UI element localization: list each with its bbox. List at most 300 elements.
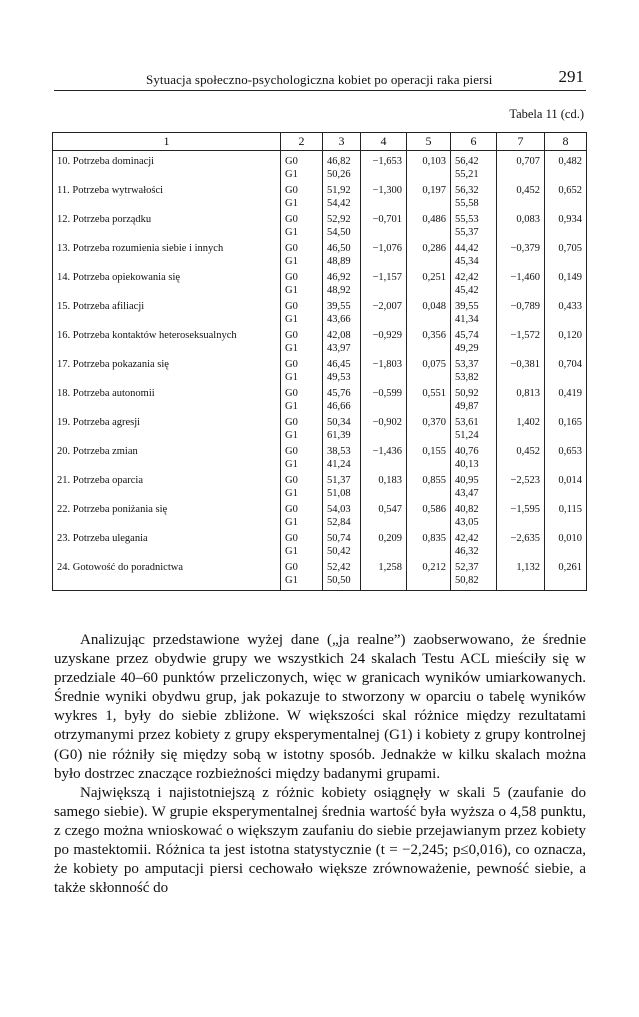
group-g1: G1 <box>285 517 298 528</box>
t2-value-cell <box>497 503 545 532</box>
p2-value-cell <box>545 184 587 213</box>
mean-g0: 39,55 <box>327 301 351 312</box>
mean-g1: 52,84 <box>327 517 351 528</box>
mean-g1: 48,89 <box>327 256 351 267</box>
t-value: −0,929 <box>372 330 402 341</box>
group-g0: G0 <box>285 504 298 515</box>
mean-g1: 50,42 <box>327 546 351 557</box>
t-value: −0,599 <box>372 388 402 399</box>
group-g0: G0 <box>285 533 298 544</box>
mean-cell <box>323 445 361 474</box>
group-g0: G0 <box>285 272 298 283</box>
group-g0: G0 <box>285 214 298 225</box>
mean2-g1: 50,82 <box>455 575 479 586</box>
group-g1: G1 <box>285 343 298 354</box>
group-g0: G0 <box>285 243 298 254</box>
mean-g0: 46,45 <box>327 359 351 370</box>
t-value: 1,258 <box>378 562 402 573</box>
p-value: 0,075 <box>422 359 446 370</box>
p2-value: 0,261 <box>558 562 582 573</box>
mean-g0: 52,92 <box>327 214 351 225</box>
mean2-g1: 45,34 <box>455 256 479 267</box>
p-value-cell <box>407 561 451 591</box>
scale-label <box>53 184 281 213</box>
t-value-cell <box>361 532 407 561</box>
p2-value-cell <box>545 213 587 242</box>
group-cell <box>281 445 323 474</box>
group-cell <box>281 300 323 329</box>
p-value-cell <box>407 242 451 271</box>
mean-g0: 54,03 <box>327 504 351 515</box>
mean-cell <box>323 242 361 271</box>
t-value: −0,701 <box>372 214 402 225</box>
p-value: 0,835 <box>422 533 446 544</box>
mean-g1: 54,50 <box>327 227 351 238</box>
t2-value: −2,523 <box>510 475 540 486</box>
mean-cell <box>323 474 361 503</box>
p-value-cell <box>407 300 451 329</box>
p2-value-cell <box>545 242 587 271</box>
t-value-cell <box>361 184 407 213</box>
t2-value-cell <box>497 271 545 300</box>
scale-name: 20. Potrzeba zmian <box>57 446 138 457</box>
group-g1: G1 <box>285 314 298 325</box>
p2-value-cell <box>545 503 587 532</box>
table-row <box>53 151 587 185</box>
t2-value: −1,595 <box>510 504 540 515</box>
mean2-g0: 42,42 <box>455 533 479 544</box>
mean2-cell <box>451 532 497 561</box>
p2-value-cell <box>545 445 587 474</box>
t-value-cell <box>361 445 407 474</box>
table-row <box>53 300 587 329</box>
table-row <box>53 358 587 387</box>
p-value-cell <box>407 184 451 213</box>
t2-value-cell <box>497 416 545 445</box>
p2-value: 0,120 <box>558 330 582 341</box>
p-value: 0,855 <box>422 475 446 486</box>
mean-g1: 41,24 <box>327 459 351 470</box>
mean-cell <box>323 416 361 445</box>
t2-value-cell <box>497 561 545 591</box>
p-value-cell <box>407 532 451 561</box>
mean2-g1: 55,21 <box>455 169 479 180</box>
mean2-g1: 40,13 <box>455 459 479 470</box>
mean-cell <box>323 213 361 242</box>
mean2-cell <box>451 151 497 185</box>
running-head <box>54 68 586 91</box>
scale-name: 18. Potrzeba autonomii <box>57 388 155 399</box>
scale-label <box>53 503 281 532</box>
mean2-cell <box>451 503 497 532</box>
mean-cell <box>323 271 361 300</box>
group-g1: G1 <box>285 372 298 383</box>
mean2-cell <box>451 271 497 300</box>
table-row <box>53 213 587 242</box>
t-value: −1,300 <box>372 185 402 196</box>
p2-value: 0,115 <box>558 504 582 515</box>
mean-g1: 50,50 <box>327 575 351 586</box>
group-g1: G1 <box>285 488 298 499</box>
mean2-g1: 43,47 <box>455 488 479 499</box>
mean-g0: 38,53 <box>327 446 351 457</box>
mean2-g0: 40,95 <box>455 475 479 486</box>
table-row <box>53 387 587 416</box>
t2-value: 0,083 <box>516 214 540 225</box>
page-number: 291 <box>558 67 584 86</box>
table-row <box>53 561 587 591</box>
mean-g0: 45,76 <box>327 388 351 399</box>
t2-value-cell <box>497 242 545 271</box>
t-value-cell <box>361 242 407 271</box>
scale-label <box>53 474 281 503</box>
p2-value: 0,010 <box>558 533 582 544</box>
p2-value: 0,433 <box>558 301 582 312</box>
mean2-g0: 53,37 <box>455 359 479 370</box>
column-header-5: 5 <box>407 133 451 151</box>
scale-name: 16. Potrzeba kontaktów heteroseksualnych <box>57 330 237 341</box>
t2-value: −0,379 <box>510 243 540 254</box>
group-cell <box>281 151 323 185</box>
mean2-g0: 56,32 <box>455 185 479 196</box>
t-value: 0,209 <box>378 533 402 544</box>
group-g0: G0 <box>285 156 298 167</box>
t2-value-cell <box>497 445 545 474</box>
mean2-g1: 49,29 <box>455 343 479 354</box>
mean-g0: 51,37 <box>327 475 351 486</box>
mean-g0: 50,34 <box>327 417 351 428</box>
t-value-cell <box>361 151 407 185</box>
table-row <box>53 503 587 532</box>
mean2-cell <box>451 387 497 416</box>
t-value-cell <box>361 358 407 387</box>
group-cell <box>281 184 323 213</box>
p-value: 0,486 <box>422 214 446 225</box>
mean2-g0: 40,82 <box>455 504 479 515</box>
t2-value: −1,460 <box>510 272 540 283</box>
mean2-g1: 55,37 <box>455 227 479 238</box>
mean-g1: 43,66 <box>327 314 351 325</box>
p-value: 0,212 <box>422 562 446 573</box>
t2-value: 1,402 <box>516 417 540 428</box>
t-value: −1,653 <box>372 156 402 167</box>
p-value-cell <box>407 503 451 532</box>
scale-label <box>53 151 281 185</box>
t-value-cell <box>361 329 407 358</box>
mean-g1: 50,26 <box>327 169 351 180</box>
mean2-g1: 53,82 <box>455 372 479 383</box>
t-value-cell <box>361 300 407 329</box>
p-value: 0,197 <box>422 185 446 196</box>
p-value-cell <box>407 329 451 358</box>
p2-value-cell <box>545 329 587 358</box>
t-value: −0,902 <box>372 417 402 428</box>
t-value-cell <box>361 213 407 242</box>
mean2-g0: 55,53 <box>455 214 479 225</box>
scale-name: 22. Potrzeba poniżania się <box>57 504 168 515</box>
p-value: 0,586 <box>422 504 446 515</box>
scale-label <box>53 416 281 445</box>
column-header-1: 1 <box>53 133 281 151</box>
t2-value: 0,707 <box>516 156 540 167</box>
column-header-8: 8 <box>545 133 587 151</box>
p-value-cell <box>407 474 451 503</box>
mean2-g1: 46,32 <box>455 546 479 557</box>
mean-cell <box>323 184 361 213</box>
scale-label <box>53 329 281 358</box>
column-header-7: 7 <box>497 133 545 151</box>
mean2-g0: 50,92 <box>455 388 479 399</box>
t2-value-cell <box>497 532 545 561</box>
mean-cell <box>323 300 361 329</box>
p2-value: 0,652 <box>558 185 582 196</box>
scale-label <box>53 445 281 474</box>
scale-label <box>53 358 281 387</box>
table-row <box>53 329 587 358</box>
scale-label <box>53 300 281 329</box>
t2-value-cell <box>497 387 545 416</box>
group-cell <box>281 416 323 445</box>
table-row <box>53 445 587 474</box>
group-g0: G0 <box>285 359 298 370</box>
mean-g1: 54,42 <box>327 198 351 209</box>
group-g0: G0 <box>285 185 298 196</box>
t2-value-cell <box>497 213 545 242</box>
table-row <box>53 271 587 300</box>
group-cell <box>281 474 323 503</box>
mean-g1: 49,53 <box>327 372 351 383</box>
table-row <box>53 416 587 445</box>
group-g1: G1 <box>285 430 298 441</box>
group-g1: G1 <box>285 546 298 557</box>
mean-cell <box>323 387 361 416</box>
mean2-cell <box>451 445 497 474</box>
t2-value-cell <box>497 151 545 185</box>
scale-label <box>53 561 281 591</box>
table-body <box>53 151 587 591</box>
results-table <box>52 132 587 591</box>
group-cell <box>281 242 323 271</box>
table-caption: Tabela 11 (cd.) <box>509 107 584 121</box>
group-g1: G1 <box>285 575 298 586</box>
mean2-g1: 41,34 <box>455 314 479 325</box>
table-row <box>53 242 587 271</box>
p2-value-cell <box>545 416 587 445</box>
body-text <box>54 631 586 898</box>
p2-value: 0,653 <box>558 446 582 457</box>
t-value: 0,547 <box>378 504 402 515</box>
table-row <box>53 532 587 561</box>
t-value: −1,157 <box>372 272 402 283</box>
t2-value-cell <box>497 184 545 213</box>
mean2-g1: 55,58 <box>455 198 479 209</box>
scale-label <box>53 271 281 300</box>
p2-value-cell <box>545 561 587 591</box>
t-value-cell <box>361 416 407 445</box>
mean2-cell <box>451 416 497 445</box>
mean2-g1: 51,24 <box>455 430 479 441</box>
mean2-g0: 39,55 <box>455 301 479 312</box>
group-g1: G1 <box>285 198 298 209</box>
mean2-cell <box>451 300 497 329</box>
group-cell <box>281 271 323 300</box>
t-value: 0,183 <box>378 475 402 486</box>
p2-value: 0,419 <box>558 388 582 399</box>
paragraph-2: Największą i najistotniejszą z różnic kobiety osiągnęły w skali 5 (zaufanie do samego siebie). W grupie eksperymentalnej średnia wartość była wyższa o 4,58 punktu, z czego można wnioskować o większym zaufaniu do siebie przejawianym przez kobiety po mastektomii. Różnica ta jest istotna statystycznie (t = −2,245; p≤0,016), co oznacza, że kobiety po amputacji piersi cechowało większe zrównoważenie, pewność siebie, a także skłonność do <box>54 784 586 897</box>
p-value: 0,551 <box>422 388 446 399</box>
t-value-cell <box>361 561 407 591</box>
p-value: 0,155 <box>422 446 446 457</box>
group-cell <box>281 329 323 358</box>
scale-label <box>53 213 281 242</box>
mean-g1: 46,66 <box>327 401 351 412</box>
p2-value: 0,149 <box>558 272 582 283</box>
table-row <box>53 184 587 213</box>
p2-value: 0,482 <box>558 156 582 167</box>
scale-name: 12. Potrzeba porządku <box>57 214 152 225</box>
mean2-g0: 40,76 <box>455 446 479 457</box>
p2-value-cell <box>545 358 587 387</box>
t2-value: 0,452 <box>516 446 540 457</box>
p-value: 0,103 <box>422 156 446 167</box>
p2-value-cell <box>545 300 587 329</box>
group-cell <box>281 532 323 561</box>
p-value-cell <box>407 213 451 242</box>
mean2-g0: 44,42 <box>455 243 479 254</box>
scale-name: 21. Potrzeba oparcia <box>57 475 144 486</box>
mean-cell <box>323 503 361 532</box>
group-g0: G0 <box>285 446 298 457</box>
mean2-cell <box>451 474 497 503</box>
mean2-g0: 52,37 <box>455 562 479 573</box>
mean-g0: 52,42 <box>327 562 351 573</box>
scale-label <box>53 387 281 416</box>
mean-cell <box>323 151 361 185</box>
t2-value: 0,452 <box>516 185 540 196</box>
scale-name: 10. Potrzeba dominacji <box>57 156 155 167</box>
t-value: −1,436 <box>372 446 402 457</box>
t2-value: −1,572 <box>510 330 540 341</box>
mean2-cell <box>451 242 497 271</box>
mean-g1: 48,92 <box>327 285 351 296</box>
group-g0: G0 <box>285 417 298 428</box>
p-value-cell <box>407 416 451 445</box>
running-title: Sytuacja społeczno-psychologiczna kobiet po operacji raka piersi <box>146 72 493 87</box>
mean2-g1: 43,05 <box>455 517 479 528</box>
mean-g0: 50,74 <box>327 533 351 544</box>
group-g0: G0 <box>285 388 298 399</box>
column-header-6: 6 <box>451 133 497 151</box>
p2-value-cell <box>545 532 587 561</box>
scale-name: 17. Potrzeba pokazania się <box>57 359 169 370</box>
p-value: 0,286 <box>422 243 446 254</box>
column-header-4: 4 <box>361 133 407 151</box>
mean-g0: 51,92 <box>327 185 351 196</box>
t-value: −1,076 <box>372 243 402 254</box>
scale-name: 15. Potrzeba afiliacji <box>57 301 145 312</box>
p-value-cell <box>407 358 451 387</box>
group-g1: G1 <box>285 459 298 470</box>
group-cell <box>281 561 323 591</box>
t-value-cell <box>361 474 407 503</box>
mean2-cell <box>451 358 497 387</box>
mean2-g0: 56,42 <box>455 156 479 167</box>
p2-value: 0,165 <box>558 417 582 428</box>
group-cell <box>281 213 323 242</box>
p-value: 0,370 <box>422 417 446 428</box>
mean2-cell <box>451 184 497 213</box>
group-g0: G0 <box>285 301 298 312</box>
t-value-cell <box>361 387 407 416</box>
p2-value-cell <box>545 474 587 503</box>
scale-name: 11. Potrzeba wytrwałości <box>57 185 164 196</box>
table-row <box>53 474 587 503</box>
mean-g0: 46,92 <box>327 272 351 283</box>
group-g1: G1 <box>285 285 298 296</box>
table-header-row <box>53 133 587 151</box>
t2-value: 1,132 <box>516 562 540 573</box>
t2-value: −0,789 <box>510 301 540 312</box>
mean-g1: 51,08 <box>327 488 351 499</box>
mean-cell <box>323 329 361 358</box>
group-cell <box>281 387 323 416</box>
mean2-g0: 53,61 <box>455 417 479 428</box>
group-g0: G0 <box>285 562 298 573</box>
p-value-cell <box>407 151 451 185</box>
mean-g0: 46,82 <box>327 156 351 167</box>
paragraph-1: Analizując przedstawione wyżej dane („ja realne”) zaobserwowano, że średnie uzyskane przez obydwie grupy we wszystkich 24 skalach Testu ACL mieściły się w przedziale 40–60 punktów przeliczonych, więc w granicach wyników umiarkowanych. Średnie wyniki obydwu grup, jak pokazuje to stworzony w oparciu o tabelę wyników wykres 1, były do siebie zbliżone. W większości skal różnice między rezultatami otrzymanymi przez kobiety z grupy eksperymentalnej (G1) i kobiety z grupy kontrolnej (G0) nie różniły się między sobą w istotny sposób. Jednakże w kilku skalach można było dostrzec znaczące rozbieżności między badanymi grupami. <box>54 632 586 782</box>
group-g1: G1 <box>285 256 298 267</box>
mean-cell <box>323 561 361 591</box>
mean2-cell <box>451 213 497 242</box>
p-value-cell <box>407 445 451 474</box>
t2-value: 0,813 <box>516 388 540 399</box>
mean2-g1: 45,42 <box>455 285 479 296</box>
scale-name: 24. Gotowość do poradnictwa <box>57 562 183 573</box>
column-header-2: 2 <box>281 133 323 151</box>
group-cell <box>281 503 323 532</box>
group-g1: G1 <box>285 169 298 180</box>
group-g0: G0 <box>285 475 298 486</box>
p2-value: 0,704 <box>558 359 582 370</box>
t2-value-cell <box>497 329 545 358</box>
p2-value-cell <box>545 151 587 185</box>
t-value: −2,007 <box>372 301 402 312</box>
mean2-cell <box>451 561 497 591</box>
group-cell <box>281 358 323 387</box>
t-value-cell <box>361 271 407 300</box>
mean2-g1: 49,87 <box>455 401 479 412</box>
group-g1: G1 <box>285 401 298 412</box>
p2-value-cell <box>545 271 587 300</box>
p-value: 0,048 <box>422 301 446 312</box>
mean-g0: 46,50 <box>327 243 351 254</box>
t-value-cell <box>361 503 407 532</box>
group-g0: G0 <box>285 330 298 341</box>
p2-value: 0,014 <box>558 475 582 486</box>
p-value-cell <box>407 271 451 300</box>
mean-g0: 42,08 <box>327 330 351 341</box>
t2-value: −2,635 <box>510 533 540 544</box>
t2-value-cell <box>497 358 545 387</box>
scale-label <box>53 532 281 561</box>
p-value-cell <box>407 387 451 416</box>
mean-cell <box>323 532 361 561</box>
p-value: 0,251 <box>422 272 446 283</box>
mean-g1: 43,97 <box>327 343 351 354</box>
group-g1: G1 <box>285 227 298 238</box>
mean-g1: 61,39 <box>327 430 351 441</box>
